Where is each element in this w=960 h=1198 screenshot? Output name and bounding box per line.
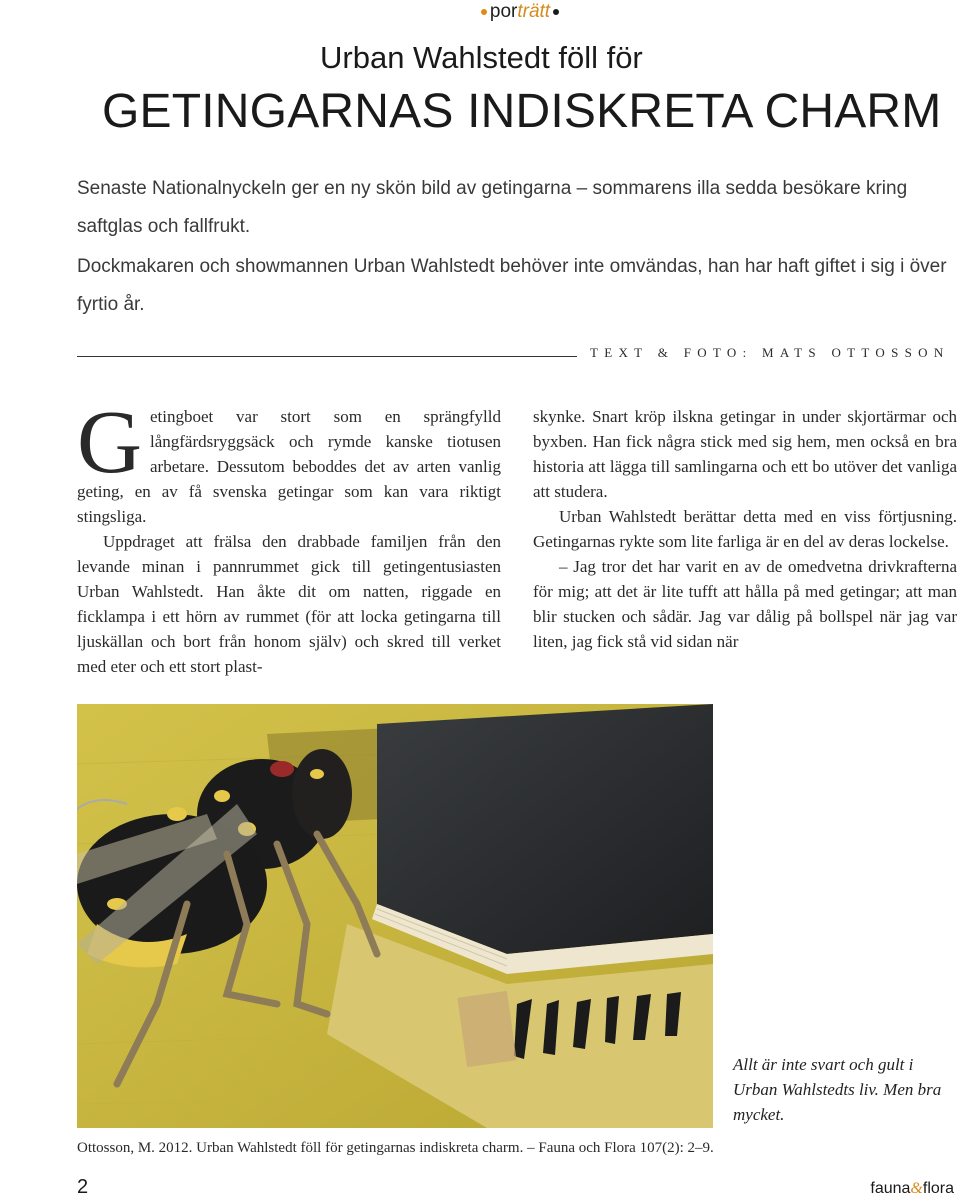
body-column-right <box>533 404 957 654</box>
body-paragraph: – Jag tror det har varit en av de omedvetna drivkrafterna för mig; att det är lite tufft att hålla på med getingar; att man blir stucken och sådär. Jag var dålig på bollspel när jag var liten, jag fick stå vid sidan när <box>533 557 957 651</box>
citation: Ottosson, M. 2012. Urban Wahlstedt föll för getingarnas indiskreta charm. – Fauna och Flora 107(2): 2–9. <box>77 1140 714 1156</box>
page-number: 2 <box>77 1176 89 1198</box>
lede-paragraph-2: Dockmakaren och showmannen Urban Wahlstedt behöver inte omvändas, han har haft giftet i sig i över fyrtio år. <box>77 256 947 315</box>
section-label <box>40 0 960 24</box>
headline-line-2: GETINGARNAS INDISKRETA CHARM <box>102 85 942 138</box>
brand-right: flora <box>922 1180 954 1197</box>
headline-line-1: Urban Wahlstedt föll för <box>320 40 643 75</box>
body-paragraph: Urban Wahlstedt berättar detta med en viss förtjusning. Getingarnas rykte som lite farliga är en del av deras lockelse. <box>533 507 957 551</box>
body-paragraph: Uppdraget att frälsa den drabbade familjen från den levande minan i pannrummet gick till getingentusiasten Urban Wahlstedt. Han åkte dit om natten, riggade en ficklampa i ett hörn av rummet (för att locka getingarna till ljuskällan och bort från honom själv) och skred till verket med eter och ett stort plast- <box>77 532 501 676</box>
body-column-left <box>77 393 501 679</box>
publication-logo <box>870 1180 954 1198</box>
wasp-sculpture-illustration <box>77 704 713 1128</box>
section-label-suffix: trätt <box>517 1 551 22</box>
drop-cap: G <box>77 393 142 492</box>
body-text: etingboet var stort som en sprängfylld långfärdsryggsäck och rymde kanske tiotusen arbetare. Dessutom beboddes det av arten vanlig geting, en av få svenska getingar som kan vara riktigt stingsliga. <box>77 407 501 526</box>
dot-icon <box>481 9 487 15</box>
photo-caption: Allt är inte svart och gult i Urban Wahlstedts liv. Men bra mycket. <box>733 1055 942 1124</box>
body-paragraph <box>77 393 501 529</box>
lede-paragraph-1: Senaste Nationalnyckeln ger en ny skön bild av getingarna – sommarens illa sedda besökare kring saftglas och fallfrukt. <box>77 178 908 237</box>
byline-rule <box>77 356 577 357</box>
dot-icon <box>553 9 559 15</box>
byline: TEXT & FOTO: MATS OTTOSSON <box>590 345 950 360</box>
section-label-prefix: por <box>489 1 518 22</box>
wasp-sculpture-photo <box>77 704 713 1128</box>
brand-left: fauna <box>870 1180 911 1197</box>
brand-ampersand: & <box>910 1180 923 1197</box>
body-paragraph: skynke. Snart kröp ilskna getingar in under skjortärmar och byxben. Han fick några stick med sig hem, men också en bra historia att lägga till samlingarna och ett bo utöver det vanliga att studera. <box>533 407 957 501</box>
